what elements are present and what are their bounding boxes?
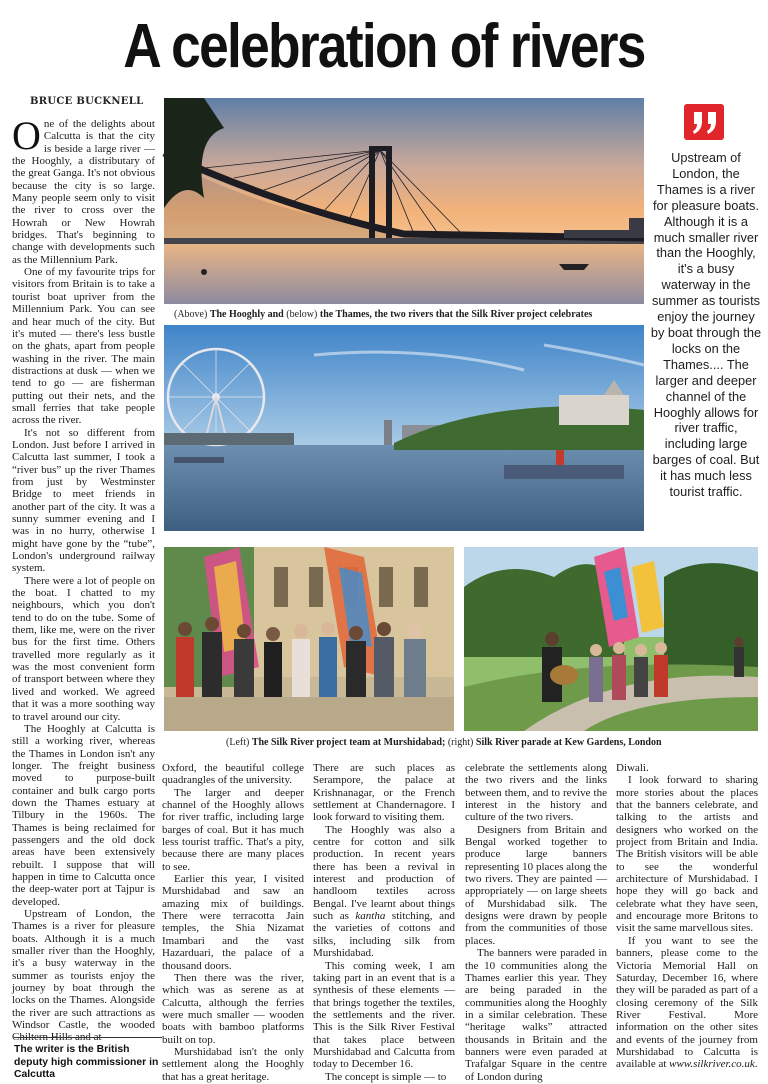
pull-quote: Upstream of London, the Thames is a river for pleasure boats. Although it is a much smaller river than the Hooghly, it's a busy waterway in the summer as tourists enjoy the journey by boat through the locks on the Thames.... The larger and deeper channel of the Hooghly allows for river traffic, including large barges of coal. But it has much less tourist traffic. [650, 150, 762, 500]
article-column-4: celebrate the settlements along the two rivers and the links between them, and to revive the interest in the history and culture of the two rivers. Designers from Britain and Bengal worked together to produce large banners representing 10 places along the two rivers. They are painted — appropriately — on large sheets of Murshidabad silk. The designs were drawn by people from the communities of those places. The banners were paraded in the 10 communities along the Thames earlier this year. They are being paraded in the communities along the Hooghly in a similar celebration. These “heritage walks” attracted thousands in Britain and the banners were even paraded at Trafalgar Square in the centre of London during [465, 762, 607, 1083]
author-footnote: The writer is the British deputy high commissioner in Calcutta [14, 1044, 159, 1080]
footnote-divider [14, 1037, 162, 1038]
byline: BRUCE BUCKNELL [30, 96, 144, 107]
caption-bottom: (Left) The Silk River project team at Murshidabad; (right) Silk River parade at Kew Gardens, London [226, 737, 662, 748]
headline: A celebration of rivers [123, 12, 645, 81]
article-column-5: Diwali. I look forward to sharing more stories about the places that the banners celebrate, and talking to the artists and designers who worked on the project from Britain and India. The British visitors will be able to see the wonderful architecture of Murshidabad. I hope they will go back and celebrate what they have seen, and encourage more Britons to visit the same marvellous sites. If you want to see the banners, please come to the Victoria Memorial Hall on Saturday, December 16, where they will be paraded as part of a closing ceremony of the Silk River Festival. More information on the other sites and events of the journey from Murshidabad to Calcutta is available at www.silkriver.co.uk. [616, 762, 758, 1071]
photo-parade-kew-gardens [464, 547, 758, 731]
photo-hooghly-bridge [164, 98, 644, 304]
website-link[interactable]: www.silkriver.co.uk [669, 1058, 755, 1071]
article-column-3: There are such places as Serampore, the palace at Krishnanagar, or the French settlement at Chandernagore. I look forward to visiting them. The Hooghly was also a centre for cotton and silk production. In recent years there has been a revival in interest and production of handloom textiles across Bengal. I've learnt about things such as kantha stitching, and the varieties of cottons and silks, including silk from Murshidabad. This coming week, I am taking part in an event that is a synthesis of these elements — that brings together the textiles, the settlements and the river. This is the Silk River Festival that takes place between Murshidabad and Calcutta from today to December 16. The concept is simple — to [313, 762, 455, 1083]
article-column-1: One of the delights about Calcutta is that the city is beside a large river — the Hooghly, a distributary of the great Ganga. It's not obvious because the city is so large. Many people seem only to visit the river to cross over the Howrah or New Howrah bridges. That's beginning to change with developments such as the Millennium Park. One of my favourite trips for visitors from Britain is to take a tourist boat upriver from the Millennium Park. You can see and hear much of the city. But it's muted — there's less bustle on the ghats, apart from people washing in the river. The main distractions at dusk — when we tend to go — are fisherman putting out their nets, and the small ferries that take people across the river. It's not so different from London. Just before I arrived in Calcutta last summer, I took a “river bus” up the river Thames from just by Westminster Bridge to meet friends in another part of the city. It was a sunny summer evening and I was in no hurry, otherwise I might have gone by the “tube”, London's underground railway system. There were a lot of people on the boat. I chatted to my neighbours, which you don't tend to do on the tube. Some of them, like me, were on the river bus for the first time. Others travelled more regularly as it was the most convenient form of transport between where they lived and worked. We agreed that it was a more soothing way to travel around our city. The Hooghly at Calcutta is still a working river, whereas the Thames in London isn't any longer. The freight business moved to purpose-built container and bulk cargo ports down the Thames estuary at Tilbury in the 1960s. The Thames is being reclaimed for passengers and the old dock areas have been extensively rebuilt. I suppose that will happen in time to Calcutta once the deep-water port at Tajpur is developed. Upstream of London, the Thames is a river for pleasure boats. Although it is a much smaller river than the Hooghly, it's a busy waterway in the summer as tourists enjoy the journey by boat through the locks on the Thames. Alongside the river are such attractions as Windsor Castle, the wooded Chiltern Hills and at [12, 113, 155, 1044]
caption-top: (Above) The Hooghly and (below) the Thames, the two rivers that the Silk River project celebrates [174, 309, 593, 320]
dropcap: O [12, 113, 41, 158]
article-column-2: Oxford, the beautiful college quadrangles of the university. The larger and deeper channel of the Hooghly allows for river traffic, including large barges of coal. But it has much less tourist traffic. That's a pity, because there are many places to see. Earlier this year, I visited Murshidabad and saw an amazing mix of buildings. There were terracotta Jain temples, the Shia Nizamat Imambari and the vast Hazarduari, the palace of a thousand doors. Then there was the river, which was as serene as at Calcutta, although the ferries were much smaller — wooden boats with bamboo platforms built on top. Murshidabad isn't the only settlement along the Hooghly that has a great heritage. [162, 762, 304, 1083]
quote-mark-icon [684, 104, 724, 140]
photo-team-murshidabad [164, 547, 454, 731]
photo-thames-london-eye [164, 325, 644, 531]
